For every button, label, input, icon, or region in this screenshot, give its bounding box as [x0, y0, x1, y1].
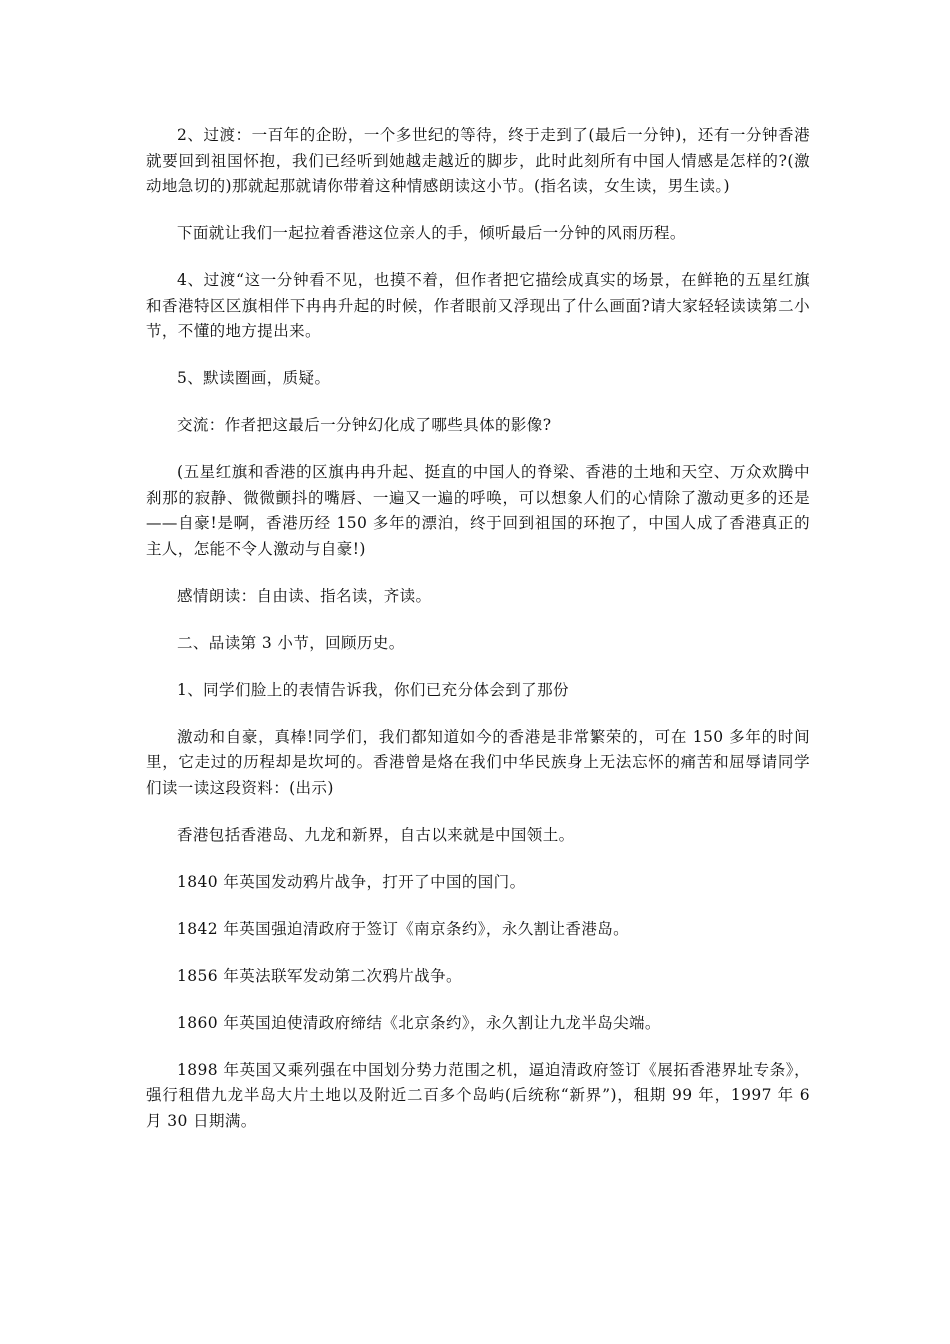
- paragraph-emotional-reading: 感情朗读：自由读、指名读，齐读。: [177, 586, 432, 605]
- history-item-1840: 1840 年英国发动鸦片战争，打开了中国的国门。: [177, 872, 526, 891]
- history-item-territory: 香港包括香港岛、九龙和新界，自古以来就是中国领土。: [177, 825, 575, 844]
- section-heading-part-2: 二、品读第 3 小节，回顾历史。: [177, 633, 405, 652]
- paragraph-images-answer: (五星红旗和香港的区旗冉冉升起、挺直的中国人的脊梁、香港的土地和天空、万众欢腾中刹那的寂静、微微颤抖的嘴唇、一遍又一遍的呼唤，可以想象人们的心情除了激动更多的还是——自豪!是啊，香港历经 150 多年的漂泊，终于回到祖国的环抱了，中国人成了香港真正的主人，怎能不令人激动与自豪!): [146, 463, 810, 558]
- history-item-1860: 1860 年英国迫使清政府缔结《北京条约》，永久割让九龙半岛尖端。: [177, 1013, 661, 1032]
- paragraph-lead-in: 下面就让我们一起拉着香港这位亲人的手，倾听最后一分钟的风雨历程。: [177, 224, 686, 242]
- history-item-1898: 1898 年英国又乘列强在中国划分势力范围之机，逼迫清政府签订《展拓香港界址专条》，强行租借九龙半岛大片土地以及附近二百多个岛屿(后统称“新界”)，租期 99 年，1997 年 6 月 30 日期满。: [146, 1060, 810, 1130]
- paragraph-transition-4: 4、过渡“这一分钟看不见，也摸不着，但作者把它描绘成真实的场景，在鲜艳的五星红旗和香港特区区旗相伴下冉冉升起的时候，作者眼前又浮现出了什么画面?请大家轻轻读读第二小节，不懂的地方提出来。: [146, 271, 810, 340]
- paragraph-discussion: 交流：作者把这最后一分钟幻化成了哪些具体的影像?: [177, 416, 552, 434]
- paragraph-silent-reading: 5、默读圈画，质疑。: [177, 369, 331, 387]
- history-item-1842: 1842 年英国强迫清政府于签订《南京条约》，永久割让香港岛。: [177, 919, 630, 938]
- paragraph-history-intro: 激动和自豪，真棒!同学们，我们都知道如今的香港是非常繁荣的，可在 150 多年的时间里，它走过的历程却是坎坷的。香港曾是烙在我们中华民族身上无法忘怀的痛苦和屈辱请同学们读一读这段资料：(出示): [146, 727, 810, 797]
- document-body: [146, 123, 810, 1156]
- paragraph-point-1: 1、同学们脸上的表情告诉我，你们已充分体会到了那份: [177, 680, 569, 699]
- history-item-1856: 1856 年英法联军发动第二次鸦片战争。: [177, 966, 462, 985]
- paragraph-transition-2: 2、过渡：一百年的企盼，一个多世纪的等待，终于走到了(最后一分钟)，还有一分钟香港就要回到祖国怀抱，我们已经听到她越走越近的脚步，此时此刻所有中国人情感是怎样的?(激动地急切的)那就起那就请你带着这种情感朗读这小节。(指名读，女生读，男生读。): [146, 126, 810, 195]
